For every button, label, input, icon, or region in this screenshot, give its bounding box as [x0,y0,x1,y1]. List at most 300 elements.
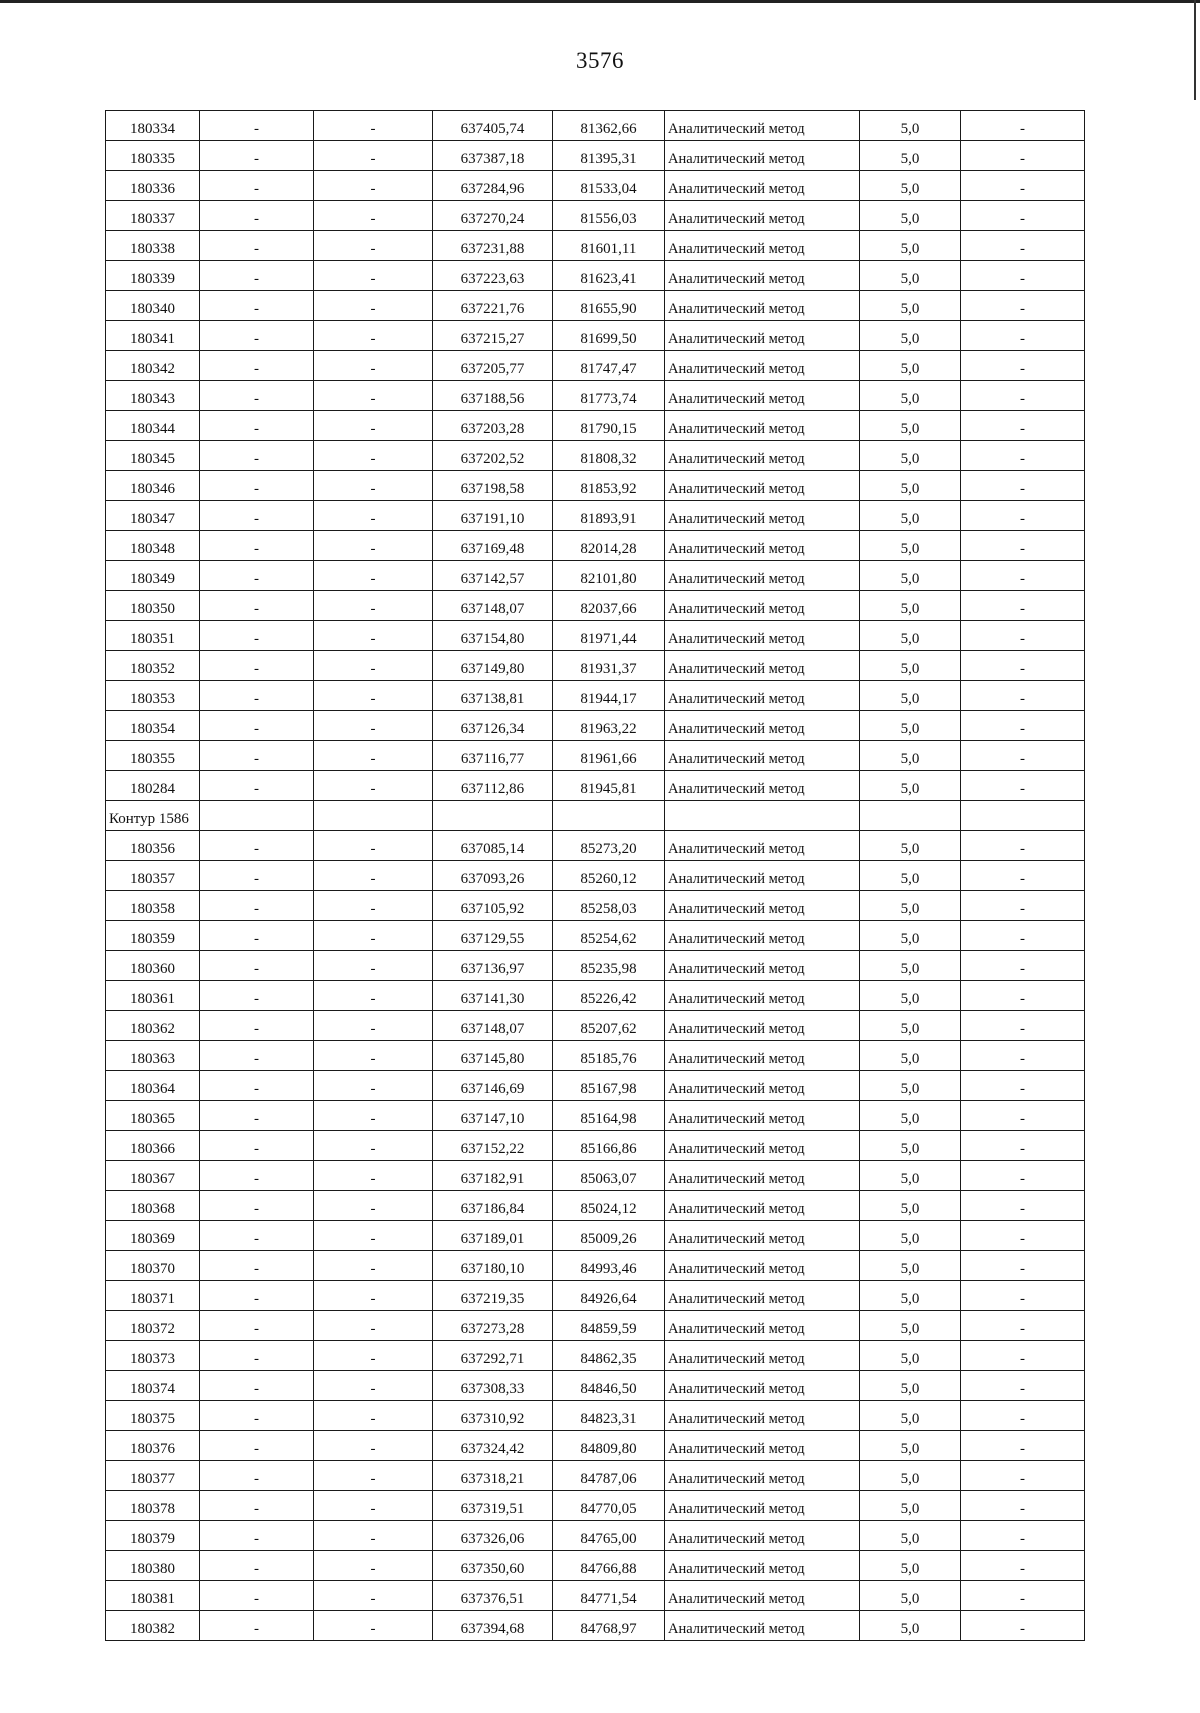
table-row [106,1341,1085,1371]
table-row [106,741,1085,771]
accuracy-cell: 5,0 [860,1131,961,1161]
x-coordinate-cell: 637138,81 [433,681,553,711]
dash-cell: - [961,1461,1085,1491]
point-number-cell: 180361 [106,981,200,1011]
method-cell: Аналитический метод [665,621,860,651]
accuracy-cell: 5,0 [860,591,961,621]
y-coordinate-cell: 82037,66 [553,591,665,621]
x-coordinate-cell: 637223,63 [433,261,553,291]
dash-cell: - [314,321,433,351]
table-row [106,1521,1085,1551]
dash-cell: - [961,771,1085,801]
x-coordinate-cell: 637188,56 [433,381,553,411]
x-coordinate-cell: 637205,77 [433,351,553,381]
y-coordinate-cell: 85258,03 [553,891,665,921]
table-row [106,1491,1085,1521]
dash-cell: - [314,1311,433,1341]
y-coordinate-cell: 81773,74 [553,381,665,411]
x-coordinate-cell: 637146,69 [433,1071,553,1101]
accuracy-cell: 5,0 [860,1611,961,1641]
y-coordinate-cell: 85164,98 [553,1101,665,1131]
y-coordinate-cell: 84926,64 [553,1281,665,1311]
method-cell: Аналитический метод [665,1521,860,1551]
method-cell: Аналитический метод [665,351,860,381]
dash-cell: - [200,471,314,501]
table-row [106,711,1085,741]
x-coordinate-cell: 637292,71 [433,1341,553,1371]
dash-cell: - [961,1101,1085,1131]
point-number-cell: 180358 [106,891,200,921]
dash-cell: - [314,531,433,561]
accuracy-cell: 5,0 [860,411,961,441]
dash-cell: - [314,1491,433,1521]
accuracy-cell: 5,0 [860,951,961,981]
accuracy-cell: 5,0 [860,681,961,711]
dash-cell: - [200,321,314,351]
dash-cell: - [200,231,314,261]
dash-cell: - [200,1281,314,1311]
point-number-cell: 180356 [106,831,200,861]
dash-cell: - [200,411,314,441]
accuracy-cell: 5,0 [860,1371,961,1401]
dash-cell: - [314,261,433,291]
method-cell: Аналитический метод [665,201,860,231]
method-cell: Аналитический метод [665,741,860,771]
accuracy-cell: 5,0 [860,321,961,351]
table-row [106,1221,1085,1251]
y-coordinate-cell: 85167,98 [553,1071,665,1101]
point-number-cell: 180349 [106,561,200,591]
x-coordinate-cell: 637394,68 [433,1611,553,1641]
table-row [106,291,1085,321]
accuracy-cell: 5,0 [860,471,961,501]
dash-cell: - [314,411,433,441]
point-number-cell: 180368 [106,1191,200,1221]
table-row [106,471,1085,501]
dash-cell: - [314,591,433,621]
dash-cell: - [314,1461,433,1491]
dash-cell: - [961,291,1085,321]
dash-cell: - [961,651,1085,681]
y-coordinate-cell: 84770,05 [553,1491,665,1521]
y-coordinate-cell: 85009,26 [553,1221,665,1251]
table-row [106,891,1085,921]
dash-cell: - [200,1011,314,1041]
method-cell: Аналитический метод [665,471,860,501]
accuracy-cell: 5,0 [860,1101,961,1131]
point-number-cell: 180346 [106,471,200,501]
dash-cell: - [200,501,314,531]
dash-cell: - [200,1611,314,1641]
x-coordinate-cell: 637154,80 [433,621,553,651]
accuracy-cell: 5,0 [860,741,961,771]
dash-cell: - [200,381,314,411]
dash-cell: - [200,1041,314,1071]
x-coordinate-cell: 637148,07 [433,1011,553,1041]
y-coordinate-cell: 81893,91 [553,501,665,531]
dash-cell: - [961,171,1085,201]
y-coordinate-cell: 85166,86 [553,1131,665,1161]
y-coordinate-cell: 84993,46 [553,1251,665,1281]
y-coordinate-cell: 82101,80 [553,561,665,591]
y-coordinate-cell: 81853,92 [553,471,665,501]
x-coordinate-cell: 637191,10 [433,501,553,531]
dash-cell: - [961,231,1085,261]
accuracy-cell: 5,0 [860,1071,961,1101]
point-number-cell: 180375 [106,1401,200,1431]
y-coordinate-cell: 81931,37 [553,651,665,681]
method-cell: Аналитический метод [665,1461,860,1491]
dash-cell: - [200,1251,314,1281]
dash-cell: - [961,471,1085,501]
method-cell: Аналитический метод [665,1431,860,1461]
point-number-cell: 180378 [106,1491,200,1521]
accuracy-cell: 5,0 [860,1491,961,1521]
table-row [106,1581,1085,1611]
dash-cell: - [961,351,1085,381]
accuracy-cell: 5,0 [860,1041,961,1071]
dash-cell: - [314,471,433,501]
point-number-cell: 180381 [106,1581,200,1611]
x-coordinate-cell: 637284,96 [433,171,553,201]
dash-cell: - [200,981,314,1011]
point-number-cell: 180284 [106,771,200,801]
table-row [106,1281,1085,1311]
method-cell: Аналитический метод [665,171,860,201]
method-cell: Аналитический метод [665,381,860,411]
y-coordinate-cell: 85254,62 [553,921,665,951]
accuracy-cell: 5,0 [860,441,961,471]
dash-cell: - [961,1191,1085,1221]
dash-cell: - [314,441,433,471]
table-row [106,771,1085,801]
x-coordinate-cell: 637189,01 [433,1221,553,1251]
table-row [106,1071,1085,1101]
method-cell: Аналитический метод [665,261,860,291]
accuracy-cell: 5,0 [860,561,961,591]
dash-cell: - [200,111,314,141]
y-coordinate-cell: 81362,66 [553,111,665,141]
dash-cell: - [961,1341,1085,1371]
method-cell: Аналитический метод [665,141,860,171]
dash-cell: - [200,1461,314,1491]
dash-cell: - [961,1581,1085,1611]
dash-cell: - [961,1491,1085,1521]
point-number-cell: 180336 [106,171,200,201]
y-coordinate-cell: 81623,41 [553,261,665,291]
x-coordinate-cell: 637326,06 [433,1521,553,1551]
dash-cell: - [200,291,314,321]
dash-cell: - [314,891,433,921]
method-cell: Аналитический метод [665,411,860,441]
dash-cell: - [961,1011,1085,1041]
x-coordinate-cell: 637221,76 [433,291,553,321]
point-number-cell: 180344 [106,411,200,441]
dash-cell: - [314,381,433,411]
dash-cell: - [961,411,1085,441]
accuracy-cell: 5,0 [860,1431,961,1461]
empty-cell [433,801,553,831]
dash-cell: - [314,681,433,711]
method-cell: Аналитический метод [665,1611,860,1641]
point-number-cell: 180345 [106,441,200,471]
dash-cell: - [200,1581,314,1611]
dash-cell: - [314,921,433,951]
dash-cell: - [961,591,1085,621]
accuracy-cell: 5,0 [860,351,961,381]
x-coordinate-cell: 637085,14 [433,831,553,861]
dash-cell: - [200,441,314,471]
dash-cell: - [200,1491,314,1521]
y-coordinate-cell: 84771,54 [553,1581,665,1611]
method-cell: Аналитический метод [665,1011,860,1041]
dash-cell: - [200,1221,314,1251]
dash-cell: - [200,1161,314,1191]
dash-cell: - [961,1311,1085,1341]
dash-cell: - [961,1251,1085,1281]
accuracy-cell: 5,0 [860,111,961,141]
method-cell: Аналитический метод [665,1101,860,1131]
point-number-cell: 180353 [106,681,200,711]
table-row [106,261,1085,291]
dash-cell: - [314,1341,433,1371]
x-coordinate-cell: 637152,22 [433,1131,553,1161]
method-cell: Аналитический метод [665,1551,860,1581]
y-coordinate-cell: 85260,12 [553,861,665,891]
accuracy-cell: 5,0 [860,261,961,291]
dash-cell: - [200,561,314,591]
dash-cell: - [961,981,1085,1011]
y-coordinate-cell: 84823,31 [553,1401,665,1431]
point-number-cell: 180334 [106,111,200,141]
coordinates-table [105,110,1085,1641]
table-row [106,381,1085,411]
x-coordinate-cell: 637387,18 [433,141,553,171]
y-coordinate-cell: 85024,12 [553,1191,665,1221]
method-cell: Аналитический метод [665,1191,860,1221]
table-row [106,1161,1085,1191]
dash-cell: - [314,1131,433,1161]
point-number-cell: 180362 [106,1011,200,1041]
table-row [106,1371,1085,1401]
accuracy-cell: 5,0 [860,1581,961,1611]
dash-cell: - [314,1521,433,1551]
table-row [106,591,1085,621]
table-row [106,351,1085,381]
dash-cell: - [314,561,433,591]
dash-cell: - [200,891,314,921]
dash-cell: - [200,141,314,171]
page-number: 3576 [576,48,624,73]
point-number-cell: 180369 [106,1221,200,1251]
method-cell: Аналитический метод [665,591,860,621]
table-row [106,1041,1085,1071]
dash-cell: - [314,1251,433,1281]
method-cell: Аналитический метод [665,951,860,981]
dash-cell: - [314,1011,433,1041]
point-number-cell: 180371 [106,1281,200,1311]
dash-cell: - [200,741,314,771]
dash-cell: - [314,1281,433,1311]
accuracy-cell: 5,0 [860,291,961,321]
point-number-cell: 180367 [106,1161,200,1191]
dash-cell: - [314,711,433,741]
dash-cell: - [314,1161,433,1191]
dash-cell: - [314,951,433,981]
point-number-cell: 180351 [106,621,200,651]
dash-cell: - [200,951,314,981]
y-coordinate-cell: 81556,03 [553,201,665,231]
table-row [106,231,1085,261]
dash-cell: - [314,1581,433,1611]
y-coordinate-cell: 85235,98 [553,951,665,981]
dash-cell: - [200,711,314,741]
y-coordinate-cell: 84859,59 [553,1311,665,1341]
dash-cell: - [961,681,1085,711]
dash-cell: - [200,261,314,291]
dash-cell: - [200,1401,314,1431]
point-number-cell: 180382 [106,1611,200,1641]
table-row [106,441,1085,471]
point-number-cell: 180363 [106,1041,200,1071]
point-number-cell: 180379 [106,1521,200,1551]
y-coordinate-cell: 81963,22 [553,711,665,741]
dash-cell: - [314,1401,433,1431]
table-row [106,201,1085,231]
accuracy-cell: 5,0 [860,171,961,201]
table-row [106,831,1085,861]
accuracy-cell: 5,0 [860,891,961,921]
dash-cell: - [314,231,433,261]
dash-cell: - [961,891,1085,921]
dash-cell: - [200,1521,314,1551]
dash-cell: - [314,501,433,531]
dash-cell: - [314,1071,433,1101]
dash-cell: - [314,1431,433,1461]
dash-cell: - [961,1401,1085,1431]
accuracy-cell: 5,0 [860,711,961,741]
method-cell: Аналитический метод [665,1581,860,1611]
accuracy-cell: 5,0 [860,921,961,951]
dash-cell: - [314,1191,433,1221]
y-coordinate-cell: 81944,17 [553,681,665,711]
table-row [106,1611,1085,1641]
dash-cell: - [200,351,314,381]
accuracy-cell: 5,0 [860,861,961,891]
y-coordinate-cell: 84809,80 [553,1431,665,1461]
dash-cell: - [961,201,1085,231]
dash-cell: - [961,1611,1085,1641]
dash-cell: - [961,501,1085,531]
accuracy-cell: 5,0 [860,621,961,651]
accuracy-cell: 5,0 [860,1011,961,1041]
method-cell: Аналитический метод [665,981,860,1011]
y-coordinate-cell: 84787,06 [553,1461,665,1491]
method-cell: Аналитический метод [665,1251,860,1281]
y-coordinate-cell: 85207,62 [553,1011,665,1041]
y-coordinate-cell: 84766,88 [553,1551,665,1581]
method-cell: Аналитический метод [665,501,860,531]
x-coordinate-cell: 637203,28 [433,411,553,441]
dash-cell: - [961,1041,1085,1071]
dash-cell: - [961,531,1085,561]
table-row [106,1191,1085,1221]
dash-cell: - [314,1041,433,1071]
dash-cell: - [961,831,1085,861]
accuracy-cell: 5,0 [860,981,961,1011]
method-cell: Аналитический метод [665,1161,860,1191]
y-coordinate-cell: 81790,15 [553,411,665,441]
method-cell: Аналитический метод [665,1071,860,1101]
y-coordinate-cell: 82014,28 [553,531,665,561]
table-row [106,681,1085,711]
method-cell: Аналитический метод [665,921,860,951]
table-row [106,141,1085,171]
dash-cell: - [961,1161,1085,1191]
dash-cell: - [314,1551,433,1581]
table-row [106,561,1085,591]
table-row [106,1461,1085,1491]
table-row [106,501,1085,531]
method-cell: Аналитический метод [665,711,860,741]
contour-header-row [106,801,1085,831]
point-number-cell: 180372 [106,1311,200,1341]
dash-cell: - [961,1371,1085,1401]
accuracy-cell: 5,0 [860,381,961,411]
x-coordinate-cell: 637350,60 [433,1551,553,1581]
accuracy-cell: 5,0 [860,141,961,171]
point-number-cell: 180341 [106,321,200,351]
y-coordinate-cell: 81601,11 [553,231,665,261]
point-number-cell: 180355 [106,741,200,771]
dash-cell: - [200,681,314,711]
accuracy-cell: 5,0 [860,1161,961,1191]
dash-cell: - [961,861,1085,891]
dash-cell: - [961,951,1085,981]
table-row [106,111,1085,141]
dash-cell: - [961,741,1085,771]
method-cell: Аналитический метод [665,1371,860,1401]
dash-cell: - [961,1131,1085,1161]
dash-cell: - [200,1551,314,1581]
x-coordinate-cell: 637318,21 [433,1461,553,1491]
dash-cell: - [314,1611,433,1641]
dash-cell: - [200,1431,314,1461]
y-coordinate-cell: 81808,32 [553,441,665,471]
x-coordinate-cell: 637116,77 [433,741,553,771]
table-row [106,1311,1085,1341]
dash-cell: - [961,381,1085,411]
point-number-cell: 180340 [106,291,200,321]
table-row [106,981,1085,1011]
dash-cell: - [961,1281,1085,1311]
method-cell: Аналитический метод [665,231,860,261]
dash-cell: - [200,621,314,651]
x-coordinate-cell: 637376,51 [433,1581,553,1611]
y-coordinate-cell: 84846,50 [553,1371,665,1401]
method-cell: Аналитический метод [665,291,860,321]
dash-cell: - [961,261,1085,291]
point-number-cell: 180347 [106,501,200,531]
empty-cell [553,801,665,831]
accuracy-cell: 5,0 [860,1401,961,1431]
dash-cell: - [314,201,433,231]
point-number-cell: 180366 [106,1131,200,1161]
y-coordinate-cell: 85226,42 [553,981,665,1011]
dash-cell: - [314,1221,433,1251]
y-coordinate-cell: 85273,20 [553,831,665,861]
point-number-cell: 180352 [106,651,200,681]
